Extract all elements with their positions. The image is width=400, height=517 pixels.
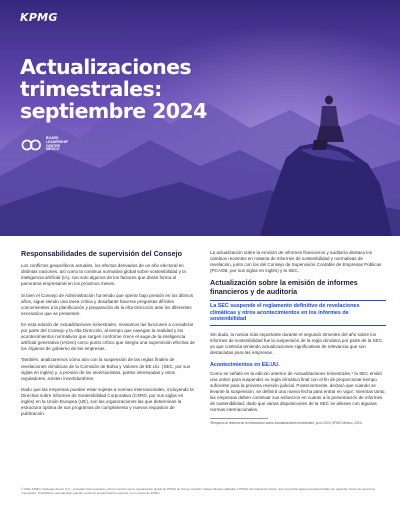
paragraph: Los conflictos geopolíticos actuales, los efectos derivados de un año electoral en distintas naciones, así como la continua normativa global sobre sostenibilidad y la inteligencia artificial (IA), son solo algunos de los factores que darán forma al panorama empresarial en los próximos meses. bbox=[21, 263, 186, 287]
title-line: Actualizaciones bbox=[20, 55, 192, 79]
board-leadership-logo-icon bbox=[21, 139, 43, 151]
section-heading: Responsabilidades de supervisión del Consejo bbox=[21, 249, 182, 258]
paragraph-text: En esta edición de bbox=[21, 322, 60, 328]
highlight-callout bbox=[210, 300, 386, 326]
badge-text bbox=[46, 137, 80, 152]
right-column bbox=[210, 250, 386, 426]
publication-name: Actualizaciones trimestrales bbox=[59, 322, 117, 328]
paragraph-text: Como se señaló en la edición anterior de bbox=[210, 370, 294, 376]
paragraph: La actualización sobre la emisión de informes financieros y auditoría destaca los cambios recientes en materia de informes de sostenibilidad y normativas de revelación, junto con los del Consejo de Supervisión Contable de Empresas Públicas (PCAOB, por sus siglas en inglés) y la SEC. bbox=[210, 250, 382, 274]
badge-line: CENTER bbox=[46, 143, 60, 148]
legal-notice: © 2024 KPMG Cárdenas Dosal, S.C., sociedad civil mexicana y firma miembro de la organización global de KPMG de firmas miembro independientes afiliadas a KPMG International Limited, una compañía inglesa privada limitada por garantía. Todos los derechos reservados. Prohibida la reproducción parcial o total sin la autorización expresa y por escrito de KPMG. bbox=[21, 487, 376, 495]
section-heading: Actualización sobre la emisión de informes financieros y de auditoría bbox=[210, 278, 358, 296]
callout-text: La SEC suspende el reglamento definitivo de revelaciones climáticas y otros acontecimientos en los informes de sostenibilidad bbox=[210, 303, 360, 323]
paragraph: Sin duda, la noticia más importante durante el segundo trimestre del año sobre los informes de sostenibilidad fue la suspensión de la regla climática por parte de la SEC, ya que continúa teniendo actualizaciones significativas de relevancia que son destacadas para las empresas. bbox=[210, 332, 384, 356]
paragraph bbox=[21, 322, 197, 352]
paragraph: Dado que las empresas pueden estar sujetas a normas internacionales, incluyendo la Directiva sobre Informes de Sostenibilidad Corporativa (CSRD, por sus siglas en inglés) en la Unión Europea (UE), son las organizaciones las que determinan la estructura óptima de sus programas de cumplimiento y nuevos requisitos de publicación. bbox=[21, 386, 194, 417]
document-body bbox=[0, 236, 400, 517]
hero-banner bbox=[0, 0, 400, 236]
paragraph-text: , revisamos las funciones a considerar por parte del Consejo y la Alta Dirección, al tiempo que navegan la realidad y los acontecimientos normativos que surgen conforme crece el auge de la inteligencia artificial generativa (IAGen) como punto crítico que integra una supervisión efectiva de los órganos de gobierno de las empresas. bbox=[21, 322, 195, 352]
footnote: ¹Respecto al reforma de la información sobre Actualizaciones trimestrales, junio 2024, KPMG México, 2024. bbox=[210, 421, 363, 426]
badge-line: BOARD bbox=[46, 136, 59, 140]
badge-line: MÉXICO bbox=[46, 147, 60, 152]
publication-name: Actualizaciones trimestrales bbox=[293, 370, 351, 376]
left-column bbox=[21, 250, 197, 422]
paragraph-text: ,¹ la SEC emitió una orden para suspender su regla climática final con el fin de proporcionar tiempo suficiente para la próxima revisión judicial. Posteriormente, declaró que cuando se levante la suspensión, se definirá una nueva fecha para entrar en vigor; mientras tanto, las empresas deben continuar sus esfuerzos en cuanto a la presentación de informes de sostenibilidad, dado que varias disposiciones de la SEC se alinean con algunas normas internacionales. bbox=[210, 370, 386, 413]
paragraph bbox=[210, 371, 386, 413]
subheading: Acontecimientos en EE.UU. bbox=[210, 361, 280, 368]
title-line: trimestrales: bbox=[20, 77, 162, 101]
board-leadership-center-badge bbox=[21, 137, 80, 152]
paragraph: También, analizaremos cómo aún con la suspensión de las reglas finales de revelaciones climáticas de la Comisión de Bolsa y Valores de EE.UU. (SEC, por sus siglas en inglés) y, a presión de los inversionistas, partes interesadas y otros reguladores, existen incertidumbres. bbox=[21, 357, 191, 381]
page-title bbox=[20, 56, 250, 122]
paragraph: Si bien el Consejo de Administración ha tenido que operar bajo presión en los últimos años, sigue siendo una tarea crítica y desafiante hacerse preguntas difíciles concernientes a la planificación y preparación de la Alta Dirección ante los diferentes escenarios que se presenten. bbox=[21, 292, 194, 316]
title-line: septiembre 2024 bbox=[20, 99, 207, 123]
badge-line: LEADERSHIP bbox=[46, 139, 68, 144]
footnote-divider bbox=[210, 418, 268, 419]
kpmg-logo: KPMG bbox=[20, 11, 58, 24]
